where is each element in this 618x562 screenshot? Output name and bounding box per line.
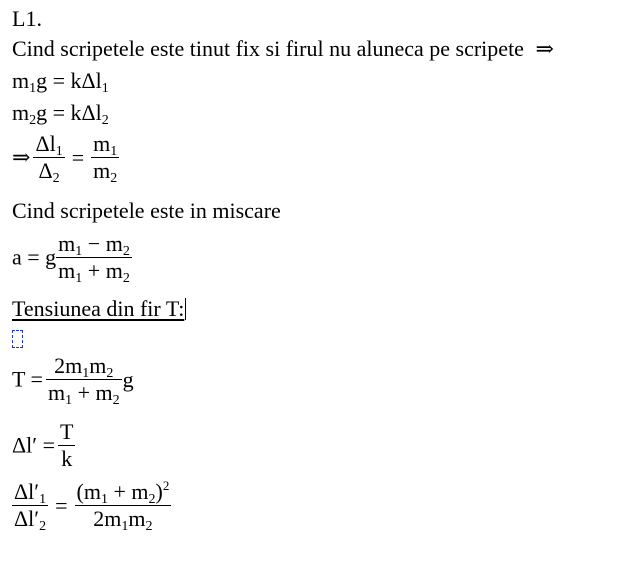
heading: L1.: [12, 6, 42, 31]
eq2-m: m: [12, 100, 30, 125]
eq1-rest: g = kΔl: [36, 68, 102, 93]
equation-1: [12, 68, 109, 94]
final-left-num: $\Delta l'_1$: [14, 479, 47, 507]
ratio-right-den: $m_2$: [93, 158, 118, 186]
equation-2: [12, 100, 109, 126]
eq2-l-sub: 2: [101, 113, 109, 128]
tension-lhs: T =: [12, 366, 43, 392]
ratio-equation: [12, 131, 122, 186]
eq1-m-sub: 1: [29, 81, 37, 96]
elong-den: k: [61, 446, 73, 471]
ratio-left-num: $\Delta l_1$: [35, 131, 63, 159]
accel-num: $m_1 - m_2$: [58, 231, 130, 259]
acceleration-equation: [12, 231, 135, 286]
eq1-m: m: [12, 68, 30, 93]
elong-fraction: [58, 420, 75, 471]
eq2-rest: g = kΔl: [36, 100, 102, 125]
final-left-den: $\Delta l'_2$: [14, 506, 47, 534]
final-right-num: $(m_1 + m_2)^2$: [76, 478, 170, 507]
tension-fraction: [46, 353, 122, 408]
statement-line: [12, 36, 554, 62]
tension-equation: [12, 353, 134, 408]
final-right-den: $2m_1m_2$: [93, 506, 153, 534]
equals-sign: =: [55, 492, 68, 518]
eq1-l-sub: 1: [101, 81, 109, 96]
equals-sign: =: [71, 144, 85, 170]
elong-lhs: Δl′ =: [12, 432, 55, 458]
tension-label: Tensiunea din fir T:: [12, 296, 185, 321]
statement-arrow: ⇒: [535, 36, 554, 61]
tension-label-line[interactable]: [12, 296, 186, 322]
elong-num: T: [59, 419, 74, 444]
implies-symbol: ⇒: [12, 144, 31, 170]
tension-den: $m_1 + m_2$: [47, 380, 120, 408]
final-ratio-equation: [12, 478, 174, 534]
text-cursor: [185, 298, 186, 320]
tension-num: $2m_1m_2$: [54, 353, 114, 381]
accel-lhs: a = g: [12, 244, 57, 270]
ratio-right-num: $m_1$: [93, 131, 118, 159]
ratio-left-fraction: [33, 131, 64, 186]
empty-equation-placeholder[interactable]: [12, 330, 23, 348]
final-left-fraction: [12, 479, 48, 534]
accel-den: $m_1 + m_2$: [58, 258, 130, 286]
statement-text: Cind scripetele este tinut fix si firul nu aluneca pe scripete: [12, 36, 524, 61]
fraction-bar: [75, 505, 172, 506]
tension-g: g: [122, 366, 134, 392]
accel-fraction: [56, 231, 132, 286]
final-right-fraction: [75, 478, 172, 534]
ratio-right-fraction: [91, 131, 119, 186]
elongation-equation: [12, 420, 78, 471]
eq2-m-sub: 2: [29, 113, 37, 128]
motion-text: Cind scripetele este in miscare: [12, 198, 281, 223]
ratio-left-den: $\Delta_2$: [38, 158, 60, 186]
